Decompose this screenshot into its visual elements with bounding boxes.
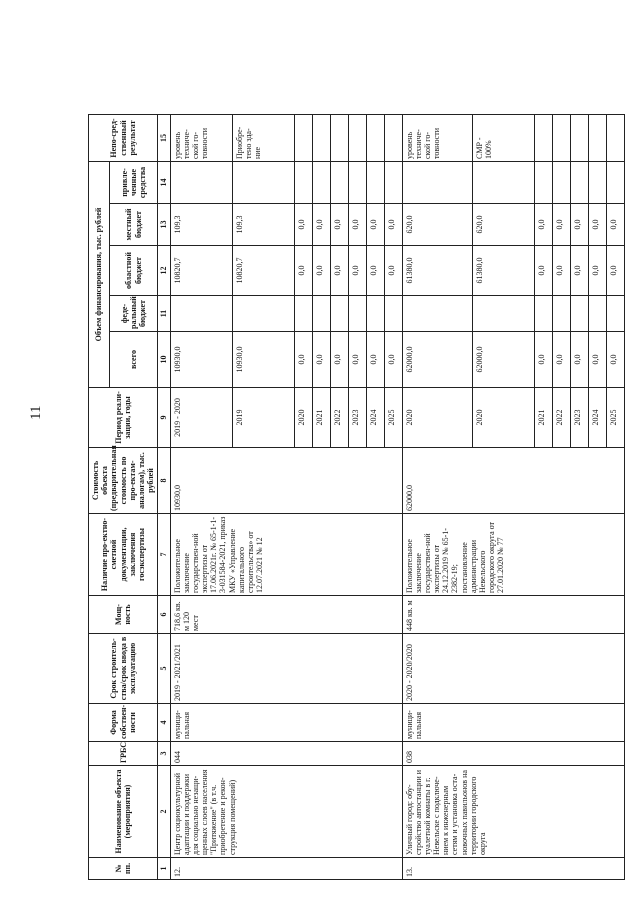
regional-cell: 0,0 — [552, 246, 570, 296]
federal-cell — [170, 296, 232, 332]
object-cost: 10930,0 — [170, 448, 402, 514]
regional-cell: 10820,7 — [170, 246, 232, 296]
column-number: 9 — [158, 388, 170, 448]
federal-cell — [534, 296, 552, 332]
total-cell: 0,0 — [588, 332, 606, 388]
header-build-term: Срок строитель-ства/срок ввода в эксплуатацию — [89, 634, 158, 704]
object-ownership: муници-пальная — [402, 704, 624, 742]
result-cell — [384, 115, 402, 162]
header-total: всего — [110, 332, 158, 388]
local-cell: 0,0 — [552, 204, 570, 246]
result-cell — [534, 115, 552, 162]
federal-cell — [472, 296, 534, 332]
object-name: Уличный город: обу-стройство автостанции и туалетной комнаты в г. Невельске с подключе-нием к инженерным сетям и установка оста-новочных павильонов на территории городского округа — [402, 766, 624, 858]
period-cell: 2024 — [588, 388, 606, 448]
local-cell: 0,0 — [294, 204, 312, 246]
column-number: 12 — [158, 246, 170, 296]
total-cell: 0,0 — [348, 332, 366, 388]
column-number: 14 — [158, 162, 170, 204]
regional-cell: 0,0 — [312, 246, 330, 296]
object-docs: Положительное заключение государствен-ной экспертизы от 24.12.2019 № 65-1-2382-19; постановление администрации Невельского городского округа от 27.01.2020 № 77 — [402, 514, 624, 596]
program-table-sheet — [88, 115, 618, 880]
table-body — [170, 115, 624, 880]
federal-cell — [330, 296, 348, 332]
local-cell: 620,0 — [472, 204, 534, 246]
regional-cell: 10820,7 — [232, 246, 294, 296]
local-cell: 0,0 — [330, 204, 348, 246]
header-attracted: привле-ченные средства — [110, 162, 158, 204]
period-cell: 2023 — [570, 388, 588, 448]
period-cell: 2023 — [348, 388, 366, 448]
attracted-cell — [534, 162, 552, 204]
total-cell: 0,0 — [312, 332, 330, 388]
object-name: Центр социокультурной адаптации и поддержки для социально незащи-щенных слоев населения "Притяжение" (в т.ч. приобретение и рекон-струкция помещений) — [170, 766, 402, 858]
object-docs: Положительное заключение государствен-ной экспертизы от 17.06.2021г. № 65-1-1-3-031584-2021, приказ МКУ «Управление капитального строительства» от 12.07.2021 № 12 — [170, 514, 402, 596]
header-no: № пп. — [89, 858, 158, 880]
attracted-cell — [472, 162, 534, 204]
header-cost: Стоимость объекта (предварительная стоимость по про-ектам-аналогам), тыс. рублей — [89, 448, 158, 514]
attracted-cell — [312, 162, 330, 204]
federal-cell — [606, 296, 624, 332]
local-cell: 0,0 — [348, 204, 366, 246]
column-number: 2 — [158, 766, 170, 858]
period-cell: 2019 - 2020 — [170, 388, 232, 448]
page-number: 11 — [28, 405, 44, 420]
period-cell: 2021 — [312, 388, 330, 448]
table-row — [170, 115, 232, 880]
column-number: 11 — [158, 296, 170, 332]
regional-cell: 0,0 — [294, 246, 312, 296]
column-number: 7 — [158, 514, 170, 596]
column-number: 8 — [158, 448, 170, 514]
object-grbs: 044 — [170, 742, 402, 766]
federal-cell — [588, 296, 606, 332]
local-cell: 109,3 — [170, 204, 232, 246]
total-cell: 0,0 — [606, 332, 624, 388]
result-cell: Приобре-тено зда-ние — [232, 115, 294, 162]
column-number: 4 — [158, 704, 170, 742]
header-federal: феде-ральный бюджет — [110, 296, 158, 332]
column-number: 15 — [158, 115, 170, 162]
attracted-cell — [552, 162, 570, 204]
header-docs: Наличие про-ектно-сметной документации, заключения госэкспертизы — [89, 514, 158, 596]
column-number-row — [158, 115, 170, 880]
local-cell: 0,0 — [588, 204, 606, 246]
period-cell: 2020 — [402, 388, 472, 448]
local-cell: 0,0 — [606, 204, 624, 246]
period-cell: 2024 — [366, 388, 384, 448]
attracted-cell — [606, 162, 624, 204]
attracted-cell — [588, 162, 606, 204]
attracted-cell — [384, 162, 402, 204]
result-cell: уровень техниче-ской го-товности — [402, 115, 472, 162]
table-row — [402, 115, 472, 880]
result-cell — [366, 115, 384, 162]
header-capacity: Мощ-ность — [89, 596, 158, 634]
period-cell: 2019 — [232, 388, 294, 448]
attracted-cell — [330, 162, 348, 204]
total-cell: 0,0 — [552, 332, 570, 388]
object-number: 12. — [170, 858, 402, 880]
total-cell: 10930,0 — [170, 332, 232, 388]
local-cell: 0,0 — [366, 204, 384, 246]
header-result: Непо-сред-ственный результат — [89, 115, 158, 162]
federal-cell — [366, 296, 384, 332]
period-cell: 2020 — [294, 388, 312, 448]
total-cell: 62000,0 — [402, 332, 472, 388]
total-cell: 0,0 — [384, 332, 402, 388]
object-ownership: муници-пальная — [170, 704, 402, 742]
result-cell — [588, 115, 606, 162]
attracted-cell — [402, 162, 472, 204]
result-cell — [312, 115, 330, 162]
regional-cell: 0,0 — [366, 246, 384, 296]
regional-cell: 0,0 — [534, 246, 552, 296]
attracted-cell — [170, 162, 232, 204]
regional-cell: 0,0 — [384, 246, 402, 296]
federal-cell — [232, 296, 294, 332]
federal-cell — [402, 296, 472, 332]
object-build-term: 2019 - 2021/2021 — [170, 634, 402, 704]
result-cell — [348, 115, 366, 162]
object-grbs: 038 — [402, 742, 624, 766]
local-cell: 620,0 — [402, 204, 472, 246]
result-cell: СМР - 100% — [472, 115, 534, 162]
total-cell: 0,0 — [330, 332, 348, 388]
header-funding: Объем финансирования, тыс. рублей — [89, 162, 110, 388]
period-cell: 2020 — [472, 388, 534, 448]
federal-cell — [552, 296, 570, 332]
total-cell: 0,0 — [294, 332, 312, 388]
result-cell — [552, 115, 570, 162]
federal-cell — [312, 296, 330, 332]
regional-cell: 61380,0 — [402, 246, 472, 296]
regional-cell: 0,0 — [588, 246, 606, 296]
period-cell: 2025 — [606, 388, 624, 448]
column-number: 10 — [158, 332, 170, 388]
object-build-term: 2020 - 2020/2020 — [402, 634, 624, 704]
header-grbs: ГРБС — [89, 742, 158, 766]
result-cell — [570, 115, 588, 162]
attracted-cell — [348, 162, 366, 204]
total-cell: 0,0 — [534, 332, 552, 388]
column-number: 6 — [158, 596, 170, 634]
header-period: Период реали-зации, годы — [89, 388, 158, 448]
local-cell: 109,3 — [232, 204, 294, 246]
header-regional: областной бюджет — [110, 246, 158, 296]
header-local: местный бюджет — [110, 204, 158, 246]
header-ownership: Форма собствен-ности — [89, 704, 158, 742]
total-cell: 0,0 — [570, 332, 588, 388]
object-capacity: 448 кв. м — [402, 596, 624, 634]
regional-cell: 0,0 — [330, 246, 348, 296]
column-number: 5 — [158, 634, 170, 704]
attracted-cell — [570, 162, 588, 204]
local-cell: 0,0 — [570, 204, 588, 246]
attracted-cell — [294, 162, 312, 204]
header-name: Наименование объекта (мероприятия) — [89, 766, 158, 858]
local-cell: 0,0 — [384, 204, 402, 246]
regional-cell: 0,0 — [348, 246, 366, 296]
total-cell: 10930,0 — [232, 332, 294, 388]
total-cell: 0,0 — [366, 332, 384, 388]
local-cell: 0,0 — [312, 204, 330, 246]
result-cell — [294, 115, 312, 162]
object-capacity: 718,6 кв. м 120 мест — [170, 596, 402, 634]
total-cell: 62000,0 — [472, 332, 534, 388]
result-cell — [606, 115, 624, 162]
regional-cell: 0,0 — [606, 246, 624, 296]
period-cell: 2021 — [534, 388, 552, 448]
column-number: 13 — [158, 204, 170, 246]
regional-cell: 61380,0 — [472, 246, 534, 296]
local-cell: 0,0 — [534, 204, 552, 246]
period-cell: 2022 — [330, 388, 348, 448]
federal-cell — [384, 296, 402, 332]
federal-cell — [294, 296, 312, 332]
attracted-cell — [366, 162, 384, 204]
column-number: 3 — [158, 742, 170, 766]
attracted-cell — [232, 162, 294, 204]
period-cell: 2022 — [552, 388, 570, 448]
regional-cell: 0,0 — [570, 246, 588, 296]
result-cell: уровень техниче-ской го-товности — [170, 115, 232, 162]
program-table — [88, 114, 625, 880]
federal-cell — [348, 296, 366, 332]
period-cell: 2025 — [384, 388, 402, 448]
federal-cell — [570, 296, 588, 332]
object-number: 13. — [402, 858, 624, 880]
result-cell — [330, 115, 348, 162]
column-number: 1 — [158, 858, 170, 880]
object-cost: 62000,0 — [402, 448, 624, 514]
